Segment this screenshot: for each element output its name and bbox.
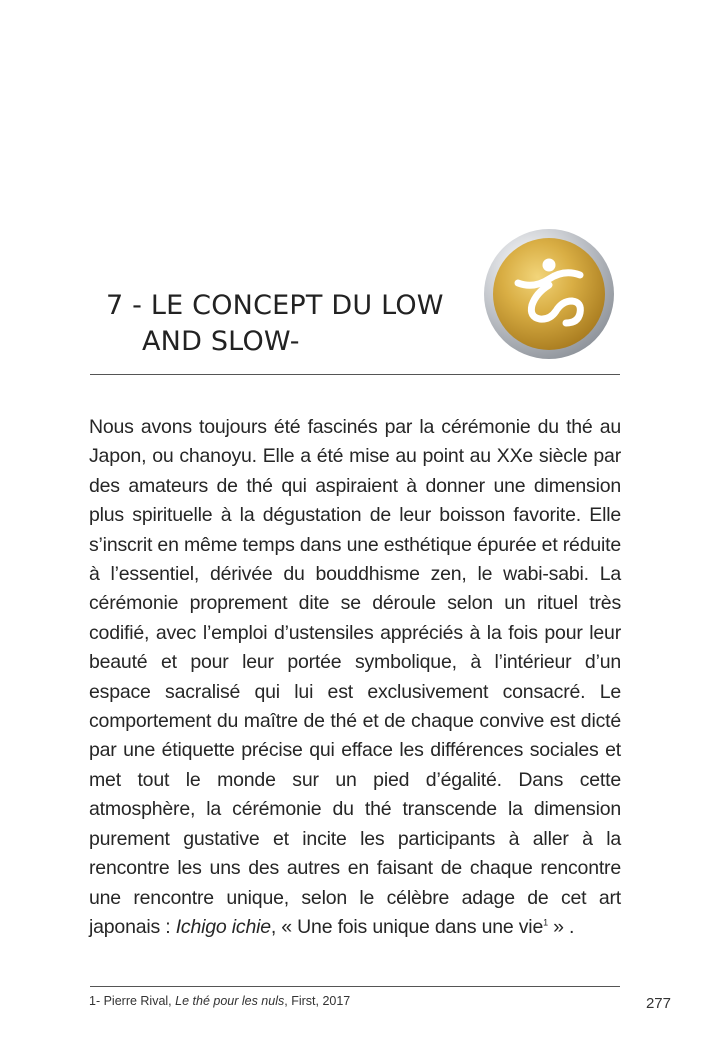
chapter-title-line-2: AND SLOW-	[142, 326, 300, 357]
title-divider	[90, 374, 620, 375]
footnote-book-title: Le thé pour les nuls	[175, 994, 285, 1008]
meditation-symbol-icon	[482, 227, 616, 361]
footnote-divider	[90, 986, 620, 987]
footnote-prefix: 1- Pierre Rival,	[89, 994, 176, 1008]
footnote	[89, 994, 539, 1008]
quote-tail: » .	[547, 915, 575, 938]
chapter-title-line-1: 7 - LE CONCEPT DU LOW	[106, 290, 444, 321]
page-number: 277	[645, 995, 671, 1012]
medallion-gold-face	[493, 238, 605, 350]
body-paragraph	[89, 413, 621, 942]
quote-text: , « Une fois unique dans une vie	[270, 915, 544, 938]
body-text-main: Nous avons toujours été fascinés par la cérémonie du thé au Japon, ou chanoyu. Elle a été mise au point au XXe siècle par des amateurs de thé qui aspiraient à donner une dimension plus spirituelle à la dégustation de leur boisson favorite. Elle s’inscrit en même temps dans une esthétique épurée et réduite à l’essentiel, dérivée du bouddhisme zen, le wabi-sabi. La cérémonie proprement dite se déroule selon un rituel très codifié, avec l’emploi d’ustensiles appréciés à la fois pour leur beauté et pour leur portée symbolique, à l’intérieur d’un espace sacralisé qui lui est exclusivement consacré. Le comportement du maître de thé et de chaque convive est dicté par une étiquette précise qui efface les différences sociales et met tout le monde sur un pied d’égalité. Dans cette atmosphère, la cérémonie du thé transcende la dimension purement gustative et incite les participants à aller à la rencontre les uns des autres en faisant de chaque rencontre une rencontre unique, selon le célèbre adage de cet art japonais :	[89, 416, 621, 938]
footnote-suffix: , First, 2017	[284, 994, 351, 1008]
quote-term: Ichigo ichie	[175, 915, 271, 938]
chapter-title	[106, 288, 466, 360]
footnote-reference[interactable]: 1	[543, 917, 548, 928]
